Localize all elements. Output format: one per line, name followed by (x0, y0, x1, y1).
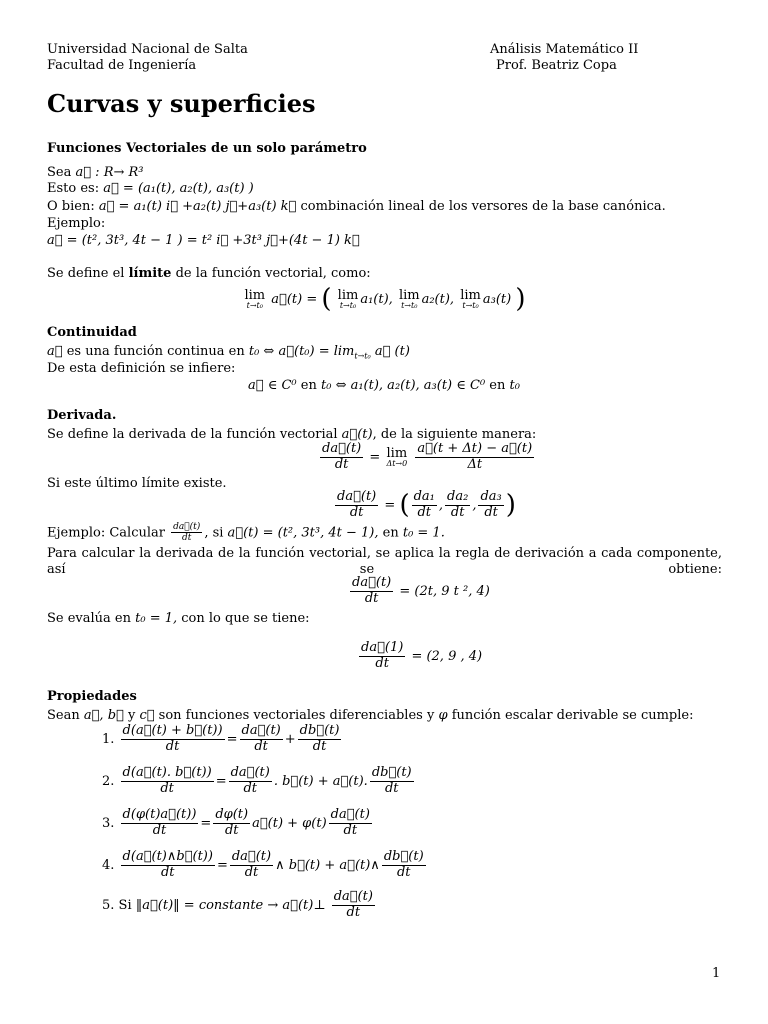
lim-word: lim (460, 287, 481, 303)
fraction (412, 490, 437, 521)
close-paren: ) (515, 284, 526, 314)
text: función escalar derivable se cumple: (451, 708, 694, 723)
limit-exists-note: Si este último límite existe. (47, 476, 227, 491)
math: t₀ = 1. (402, 525, 445, 541)
text: y (123, 708, 140, 723)
evaluation-line (47, 611, 310, 627)
math: . b⃗(t) + a⃗(t). (273, 773, 368, 789)
lim-operator (399, 289, 420, 310)
equals: = (200, 815, 212, 831)
item-number: 1. (102, 731, 115, 747)
denominator: dt (182, 533, 192, 544)
item-number: 5. Si (102, 897, 132, 913)
math: a⃗ = (a₁(t), a₂(t), a₃(t) ) (103, 181, 254, 196)
text: de la función vectorial, como: (171, 266, 371, 281)
math: a⃗ ∈ C⁰ (248, 378, 297, 393)
fraction (121, 766, 214, 797)
bold-text: límite (128, 266, 172, 281)
lim-sub: t→t₀ (246, 300, 263, 310)
denominator: dt (165, 738, 180, 754)
fraction (121, 724, 225, 755)
lim-operator (244, 289, 265, 310)
header-professor: Prof. Beatriz Copa (496, 58, 617, 73)
denominator: dt (152, 822, 167, 838)
item-number: 2. (102, 773, 115, 789)
denominator: dt (346, 904, 361, 920)
lim-word: lim (398, 287, 420, 303)
text: Sean (47, 708, 80, 723)
text: Sea (47, 165, 72, 180)
header-faculty: Facultad de Ingeniería (47, 58, 197, 73)
math: a₂(t), (421, 291, 455, 307)
numerator: da⃗(1) (361, 640, 404, 655)
fraction (359, 641, 405, 672)
derivative-result (348, 576, 490, 607)
definition-line (47, 165, 144, 181)
limit-intro (47, 266, 371, 282)
continuity-inference: De esta definición se infiere: (47, 361, 236, 376)
limit-formula (0, 283, 768, 316)
text: en (485, 378, 510, 393)
math: t₀ = 1, (135, 611, 178, 626)
numerator: da⃗(t) (333, 889, 373, 904)
page-number: 1 (712, 966, 721, 981)
numerator: da⃗(t) (337, 488, 377, 504)
fraction (478, 490, 503, 521)
numerator: dφ(t) (215, 807, 249, 822)
fraction (240, 724, 283, 755)
numerator: da⃗(t) (352, 575, 392, 590)
lim-operator (386, 447, 407, 468)
numerator: d(a⃗(t) + b⃗(t)) (122, 723, 223, 738)
denominator: dt (312, 738, 327, 754)
lim-operator (460, 289, 481, 310)
math: a⃗(t) + φ(t) (252, 815, 327, 831)
fraction (332, 890, 375, 921)
lim-sub: t→t₀ (401, 300, 418, 310)
math: t₀ ⇔ a⃗(t₀) = lim (248, 344, 355, 359)
item-number: 3. (102, 815, 115, 831)
lim-word: lim (244, 287, 266, 303)
math: ∧ b⃗(t) + a⃗(t)∧ (275, 857, 380, 873)
text: con lo que se tiene: (177, 611, 310, 626)
fraction (329, 808, 372, 839)
text: Ejemplo: Calcular (47, 525, 165, 541)
numerator: d(a⃗(t)∧b⃗(t)) (122, 849, 213, 864)
denominator: dt (343, 822, 358, 838)
fraction (370, 766, 414, 797)
math: a⃗(t) (341, 427, 373, 442)
text: combinación lineal de los versores de la base canónica. (300, 199, 666, 214)
denominator: dt (244, 864, 259, 880)
text: O bien: (47, 199, 95, 214)
open-paren: ( (399, 490, 410, 520)
property-2 (102, 766, 416, 797)
equals: = (226, 731, 238, 747)
numerator: da₂ (447, 488, 469, 504)
equals: = (216, 857, 228, 873)
denominator: dt (364, 590, 379, 606)
continuity-definition (47, 344, 410, 362)
text: Esto es: (47, 181, 100, 196)
item-number: 4. (102, 857, 115, 873)
derivative-definition (318, 442, 536, 473)
numerator: da⃗(t) (322, 441, 362, 456)
fraction (229, 766, 272, 797)
denominator: dt (160, 864, 175, 880)
fraction (298, 724, 342, 755)
open-paren: ( (321, 284, 332, 314)
numerator: db⃗(t) (371, 765, 412, 780)
math: a⃗ = a₁(t) i⃗ +a₂(t) j⃗+a₃(t) k⃗ (98, 199, 297, 214)
denominator: dt (384, 780, 399, 796)
numerator: da⃗(t) (231, 849, 272, 864)
fraction (415, 442, 534, 473)
evaluated-result (357, 641, 482, 672)
math: a⃗ (t) (374, 344, 410, 359)
properties-intro (47, 708, 693, 724)
math: a⃗ (47, 344, 63, 359)
lim-operator (338, 289, 359, 310)
equals: = (369, 449, 381, 465)
math: = (2t, 9 t ², 4) (399, 583, 490, 599)
numerator: da⃗(t) (241, 723, 281, 738)
denominator: dt (375, 655, 389, 671)
canonical-line (47, 199, 666, 215)
header-university: Universidad Nacional de Salta (47, 42, 248, 57)
property-4 (102, 850, 428, 881)
fraction (121, 808, 199, 839)
denominator: dt (334, 456, 349, 472)
derivative-example (47, 522, 445, 544)
text: es una función continua en (66, 344, 245, 359)
math: t₀ ⇔ a₁(t), a₂(t), a₃(t) ∈ C⁰ (321, 378, 486, 393)
section-heading-continuity: Continuidad (47, 325, 137, 340)
fraction (171, 522, 202, 544)
fraction (320, 442, 363, 473)
derivative-paragraph: Para calcular la derivada de la función vectorial, se aplica la regla de derivación a cada componente, así se obtiene: (47, 546, 722, 578)
text: en (378, 525, 403, 541)
fraction (350, 576, 393, 607)
continuity-formula (0, 378, 768, 394)
text: Se define la derivada de la función vectorial (47, 427, 342, 442)
text: , de la siguiente manera: (372, 427, 537, 442)
denominator: dt (396, 864, 411, 880)
plus: + (284, 731, 296, 747)
math: c⃗ (139, 708, 155, 723)
close-paren: ) (505, 490, 516, 520)
fraction (445, 490, 470, 521)
lim-sub: Δt→0 (386, 458, 408, 468)
header-course: Análisis Matemático II (490, 42, 639, 57)
section-heading-vector-functions: Funciones Vectoriales de un solo parámetro (47, 141, 367, 156)
math: t₀ (509, 378, 520, 393)
denominator: dt (254, 738, 268, 754)
example-formula: a⃗ = (t², 3t³, 4t − 1 ) = t² i⃗ +3t³ j⃗+(4t − 1) k⃗ (47, 233, 360, 248)
component-derivative-formula: $\frac{da⃗(t)}{dt}$ = ( $\frac{\text{da₁}}{dt}$ , $\frac{\text{da₂}}{dt}$ , $\frac{\text{da₃}}{dt}$ ) (337, 488, 516, 520)
math: a⃗, b⃗ (83, 708, 124, 723)
text: son funciones vectoriales diferenciables y (158, 708, 435, 723)
math: a⃗ : R→ R³ (75, 165, 144, 180)
numerator: db⃗(t) (299, 723, 340, 738)
property-5 (102, 890, 377, 921)
property-3 (102, 808, 374, 839)
text: Se define el (47, 266, 129, 281)
text: , si (204, 525, 224, 541)
math: a₃(t) (482, 291, 512, 307)
denominator: Δt (467, 456, 483, 472)
numerator: d(a⃗(t). b⃗(t)) (122, 765, 212, 780)
denominator: dt (160, 780, 174, 796)
denominator: dt (417, 504, 432, 520)
denominator: dt (243, 780, 257, 796)
numerator: da⃗(t) (230, 765, 270, 780)
denominator: dt (450, 504, 465, 520)
components-line (47, 181, 254, 197)
page-title: Curvas y superficies (47, 89, 316, 118)
lim-sub: t→t₀ (462, 300, 479, 310)
property-1 (102, 724, 343, 755)
math: a₁(t), (360, 291, 393, 307)
text: en (296, 378, 321, 393)
numerator: db⃗(t) (383, 849, 424, 864)
numerator: da⃗(t) (173, 522, 201, 532)
fraction (230, 850, 273, 881)
numerator: a⃗(t + Δt) − a⃗(t) (417, 441, 533, 456)
fraction (121, 850, 215, 881)
fraction (213, 808, 250, 839)
section-heading-derivative: Derivada. (47, 408, 117, 423)
math-sub: t→t₀ (354, 351, 371, 361)
math: a⃗(t) = (t², 3t³, 4t − 1), (227, 525, 379, 541)
lim-sub: t→t₀ (339, 300, 357, 310)
equals: = (384, 497, 396, 513)
numerator: da₃ (480, 488, 502, 504)
lim-word: lim (337, 287, 359, 303)
math: φ (438, 708, 448, 723)
fraction (382, 850, 426, 881)
example-label: Ejemplo: (47, 216, 106, 231)
denominator: dt (484, 504, 498, 520)
lim-word: lim (386, 445, 408, 461)
numerator: da⃗(t) (330, 807, 370, 822)
math: = (2, 9 , 4) (411, 648, 483, 664)
denominator: dt (224, 822, 239, 838)
numerator: d(φ(t)a⃗(t)) (122, 807, 197, 822)
denominator: dt (349, 504, 364, 520)
numerator: da₁ (413, 488, 435, 504)
math: a⃗(t) = (271, 291, 318, 307)
text: Se evalúa en (47, 611, 131, 626)
section-heading-properties: Propiedades (47, 689, 137, 704)
math: ‖a⃗(t)‖ = constante → a⃗(t)⊥ (135, 897, 326, 913)
equals: = (215, 773, 227, 789)
fraction (335, 490, 378, 521)
